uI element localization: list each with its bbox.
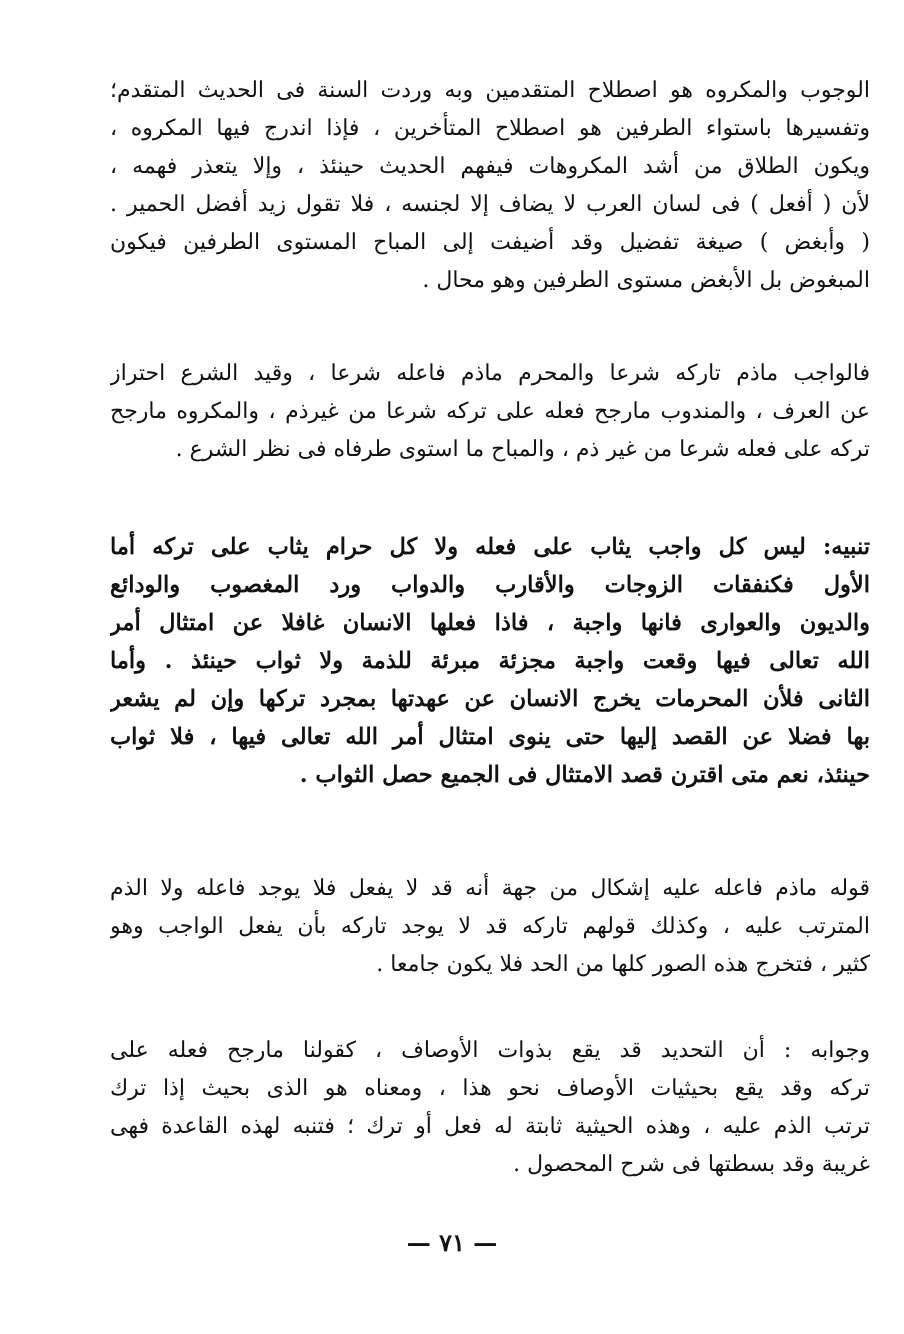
text-line: لأن ( أفعل ) فى لسان العرب لا يضاف إلا لجنسه ، فلا تقول زيد أفضل الحمير . bbox=[110, 192, 870, 217]
text-line: غريبة وقد بسطتها فى شرح المحصول . bbox=[513, 1152, 870, 1177]
paragraph-notice bbox=[110, 528, 870, 794]
text-line: المبغوض بل الأبغض مستوى الطرفين وهو محال . bbox=[422, 268, 870, 293]
text-line: المترتب عليه ، وكذلك قولهم تاركه قد لا يوجد تاركه بأن يفعل الواجب وهو bbox=[110, 914, 870, 939]
text-line: حينئذ، نعم متى اقترن قصد الامتثال فى الجميع حصل الثواب . bbox=[299, 762, 870, 788]
paragraph-answer bbox=[110, 1032, 870, 1184]
text-line: قوله ماذم فاعله عليه إشكال من جهة أنه قد لا يفعل فلا يوجد فاعله ولا الذم bbox=[110, 876, 870, 901]
text-line: الوجوب والمكروه هو اصطلاح المتقدمين وبه وردت السنة فى الحديث المتقدم؛ bbox=[110, 78, 870, 103]
text-line: ويكون الطلاق من أشد المكروهات فيفهم الحديث حينئذ ، وإلا يتعذر فهمه ، bbox=[110, 154, 870, 179]
text-line: الله تعالى فيها وقعت واجبة مجزئة مبرئة للذمة ولا ثواب حينئذ . وأما bbox=[110, 648, 870, 674]
text-line: تركه وقد يقع بحيثيات الأوصاف نحو هذا ، ومعناه هو الذى بحيث إذا ترك bbox=[110, 1076, 870, 1101]
text-line: بها فضلا عن القصد إليها حتى ينوى امتثال أمر الله تعالى فيها ، فلا ثواب bbox=[110, 724, 870, 750]
text-line: ( وأبغض ) صيغة تفضيل وقد أضيفت إلى المباح المستوى الطرفين فيكون bbox=[110, 230, 870, 255]
text-line: تنبيه: ليس كل واجب يثاب على فعله ولا كل حرام يثاب على تركه أما bbox=[110, 534, 870, 560]
paragraph-definitions-continued bbox=[110, 72, 870, 300]
text-line: الثانى فلأن المحرمات يخرج الانسان عن عهدتها بمجرد تركها وإن لم يشعر bbox=[110, 686, 870, 712]
text-line: وتفسيرها باستواء الطرفين هو اصطلاح المتأخرين ، فإذا اندرج فيها المكروه ، bbox=[110, 116, 870, 141]
text-line: فالواجب ماذم تاركه شرعا والمحرم ماذم فاعله شرعا ، وقيد الشرع احتراز bbox=[110, 361, 870, 386]
paragraph-objection bbox=[110, 870, 870, 984]
text-line: عن العرف ، والمندوب مارجح فعله على تركه شرعا من غيرذم ، والمكروه مارجح bbox=[110, 399, 870, 424]
text-line: ترتب الذم عليه ، وهذه الحيثية ثابتة له فعل أو ترك ؛ فتنبه لهذه القاعدة فهى bbox=[110, 1114, 870, 1139]
text-line: الأول فكنفقات الزوجات والأقارب والدواب ورد المغصوب والودائع bbox=[110, 572, 870, 598]
text-line: والديون والعوارى فانها واجبة ، فاذا فعلها الانسان غافلا عن امتثال أمر bbox=[110, 610, 870, 636]
text-line: كثير ، فتخرج هذه الصور كلها من الحد فلا يكون جامعا . bbox=[376, 952, 870, 977]
paragraph-legal-rulings bbox=[110, 355, 870, 469]
text-line: تركه على فعله شرعا من غير ذم ، والمباح ما استوى طرفاه فى نظر الشرع . bbox=[175, 437, 870, 462]
page-number: — ٧١ — bbox=[406, 1228, 498, 1257]
text-line: وجوابه : أن التحديد قد يقع بذوات الأوصاف ، كقولنا مارجح فعله على bbox=[110, 1038, 870, 1063]
